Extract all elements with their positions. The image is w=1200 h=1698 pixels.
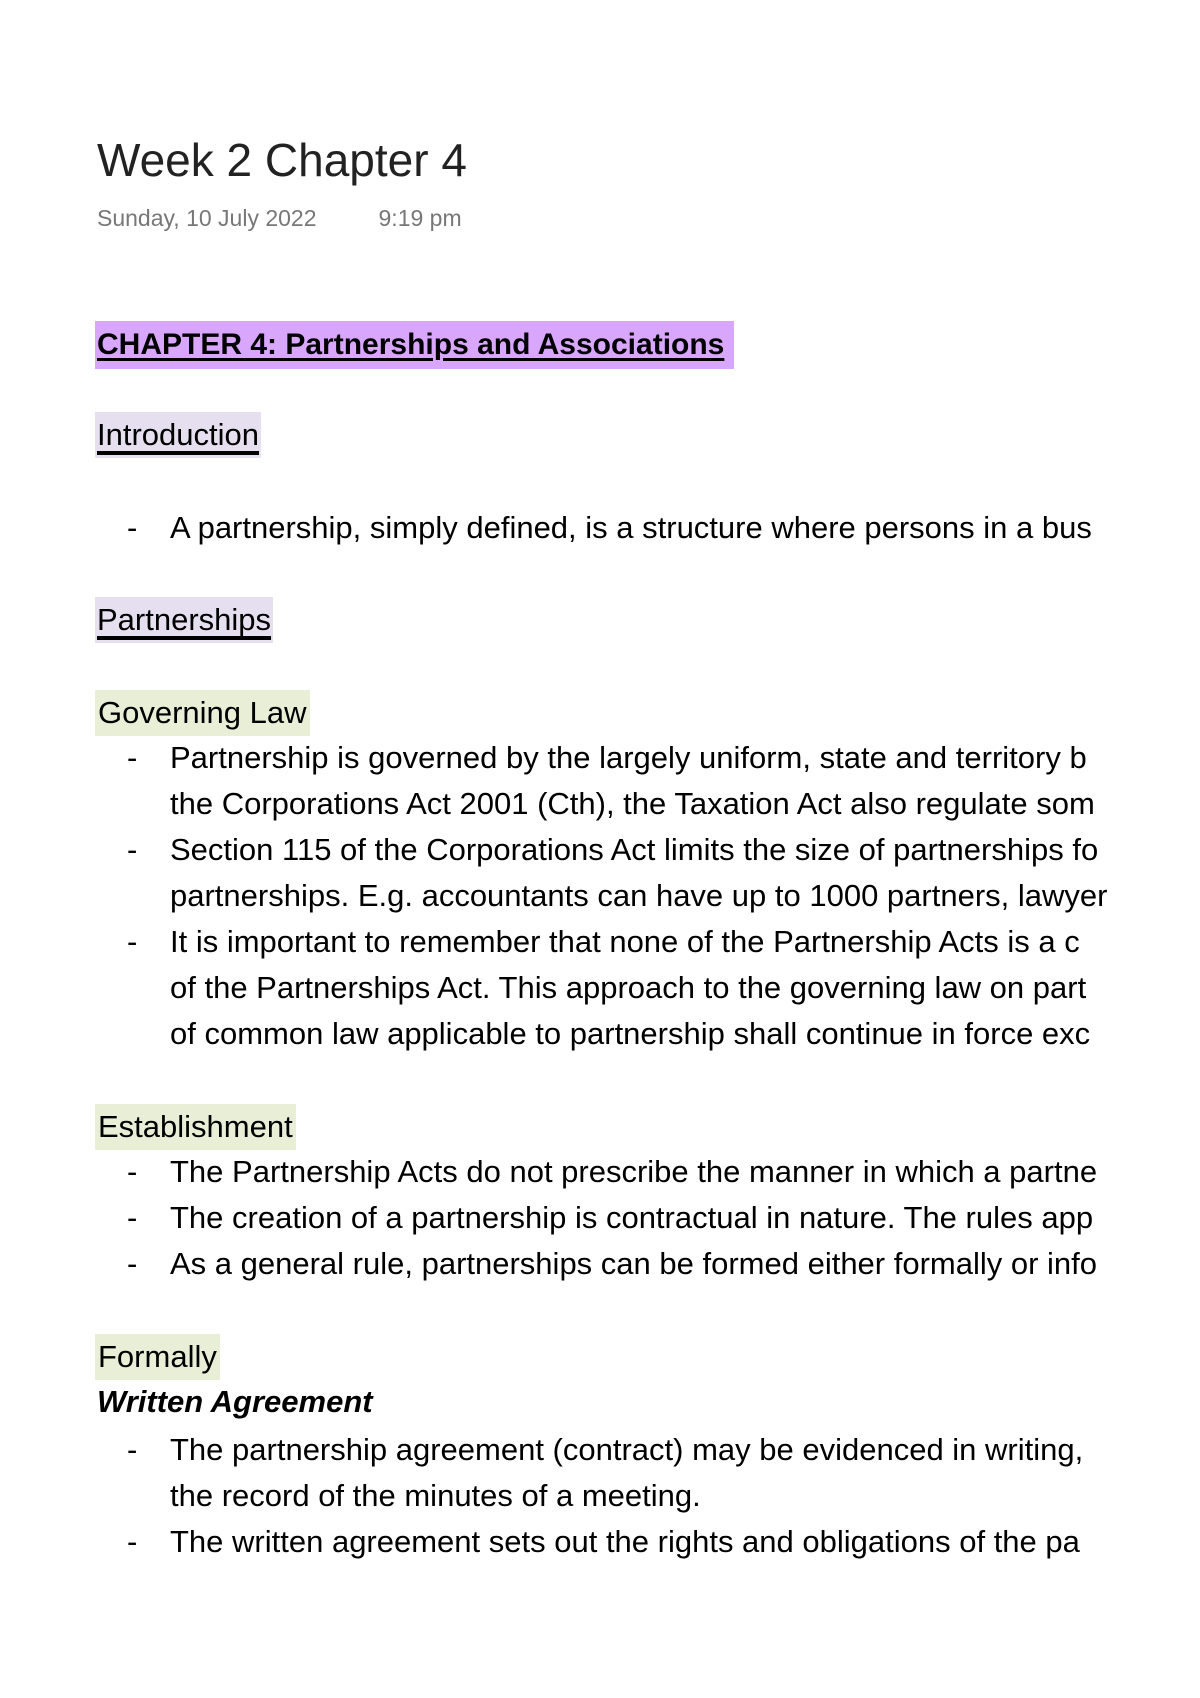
- chapter-heading: CHAPTER 4: Partnerships and Associations: [95, 321, 734, 369]
- bullet-text: A partnership, simply defined, is a structure where persons in a bus: [170, 510, 1092, 545]
- bullet-dash: -: [127, 1432, 138, 1467]
- bullet-text: partnerships. E.g. accountants can have up to 1000 partners, lawyer: [170, 878, 1108, 913]
- page-time: 9:19 pm: [378, 205, 462, 231]
- page-timestamp: [97, 204, 462, 232]
- bullet-dash: -: [127, 1246, 138, 1281]
- bullet-text: Partnership is governed by the largely uniform, state and territory b: [170, 740, 1087, 775]
- subheading-written-agreement: Written Agreement: [97, 1384, 373, 1419]
- page-title: Week 2 Chapter 4: [97, 134, 467, 186]
- bullet-text: It is important to remember that none of the Partnership Acts is a c: [170, 924, 1080, 959]
- heading-introduction: Introduction: [95, 412, 261, 458]
- heading-formally: Formally: [95, 1334, 220, 1380]
- bullet-text: of common law applicable to partnership shall continue in force exc: [170, 1016, 1091, 1051]
- bullet-text: of the Partnerships Act. This approach to the governing law on part: [170, 970, 1087, 1005]
- bullet-dash: -: [127, 1154, 138, 1189]
- bullet-dash: -: [127, 1200, 138, 1235]
- bullet-dash: -: [127, 1524, 138, 1559]
- heading-partnerships: Partnerships: [95, 597, 273, 643]
- heading-governing-law: Governing Law: [95, 690, 310, 736]
- bullet-text: the record of the minutes of a meeting.: [170, 1478, 701, 1513]
- bullet-text: The Partnership Acts do not prescribe the manner in which a partne: [170, 1154, 1098, 1189]
- bullet-dash: -: [127, 510, 138, 545]
- bullet-dash: -: [127, 832, 138, 867]
- bullet-dash: -: [127, 740, 138, 775]
- heading-establishment: Establishment: [95, 1104, 296, 1150]
- bullet-text: As a general rule, partnerships can be formed either formally or info: [170, 1246, 1098, 1281]
- bullet-dash: -: [127, 924, 138, 959]
- bullet-text: The partnership agreement (contract) may be evidenced in writing,: [170, 1432, 1084, 1467]
- bullet-text: the Corporations Act 2001 (Cth), the Taxation Act also regulate som: [170, 786, 1095, 821]
- bullet-text: The written agreement sets out the rights and obligations of the pa: [170, 1524, 1080, 1559]
- page-date: Sunday, 10 July 2022: [97, 205, 317, 231]
- bullet-text: Section 115 of the Corporations Act limits the size of partnerships fo: [170, 832, 1099, 867]
- bullet-text: The creation of a partnership is contractual in nature. The rules app: [170, 1200, 1094, 1235]
